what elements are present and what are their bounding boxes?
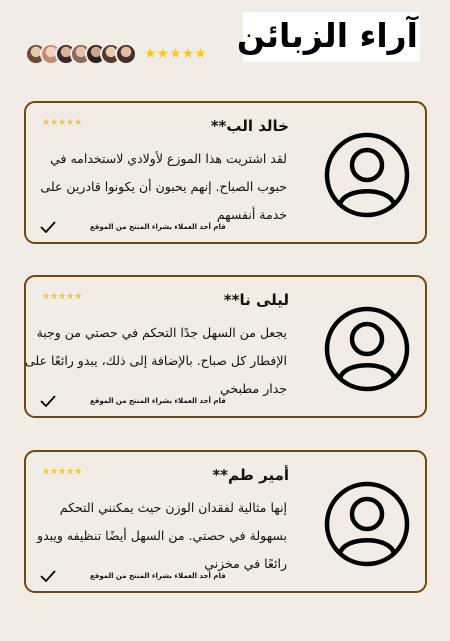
reviewer-name: خالد الب** xyxy=(210,117,289,135)
check-icon xyxy=(40,570,56,582)
avatar xyxy=(115,43,137,65)
review-text: يجعل من السهل جدًا التحكم في حصتي من وجبة الإفطار كل صباح. بالإضافة إلى ذلك، يبدو رائعًا على جدار مطبخي xyxy=(25,325,287,396)
review-card xyxy=(24,275,427,418)
verified-purchase xyxy=(40,394,226,408)
user-avatar-icon xyxy=(323,305,411,393)
review-text: إنها مثالية لفقدان الوزن حيث يمكنني التحكم بسهولة في حصتي. من السهل أيضًا تنظيفه ويبدو رائعًا في مخزني xyxy=(37,500,287,571)
overall-rating-stars: ★★★★★ xyxy=(144,46,207,62)
verified-purchase xyxy=(40,569,226,583)
review-stars: ★★★★★ xyxy=(42,292,83,302)
reviewer-name: أمير طم** xyxy=(212,466,289,484)
review-card xyxy=(24,450,427,593)
page-title: آراء الزبائن xyxy=(236,16,418,55)
customer-avatars xyxy=(25,43,137,67)
verified-purchase-label: قام أحد العملاء بشراء المنتج من الموقع xyxy=(90,397,226,405)
check-icon xyxy=(40,221,56,233)
verified-purchase-label: قام أحد العملاء بشراء المنتج من الموقع xyxy=(90,223,226,231)
review-stars: ★★★★★ xyxy=(42,118,83,128)
review-card xyxy=(24,101,427,244)
verified-purchase-label: قام أحد العملاء بشراء المنتج من الموقع xyxy=(90,572,226,580)
check-icon xyxy=(40,395,56,407)
review-stars: ★★★★★ xyxy=(42,467,83,477)
user-avatar-icon xyxy=(323,131,411,219)
verified-purchase xyxy=(40,220,226,234)
user-avatar-icon xyxy=(323,480,411,568)
review-text: لقد اشتريت هذا الموزع لأولادي لاستخدامه في حبوب الصباح. إنهم يحبون أن يكونوا قادرين على خدمة أنفسهم xyxy=(40,151,287,222)
reviewer-name: ليلى نا** xyxy=(223,291,289,309)
